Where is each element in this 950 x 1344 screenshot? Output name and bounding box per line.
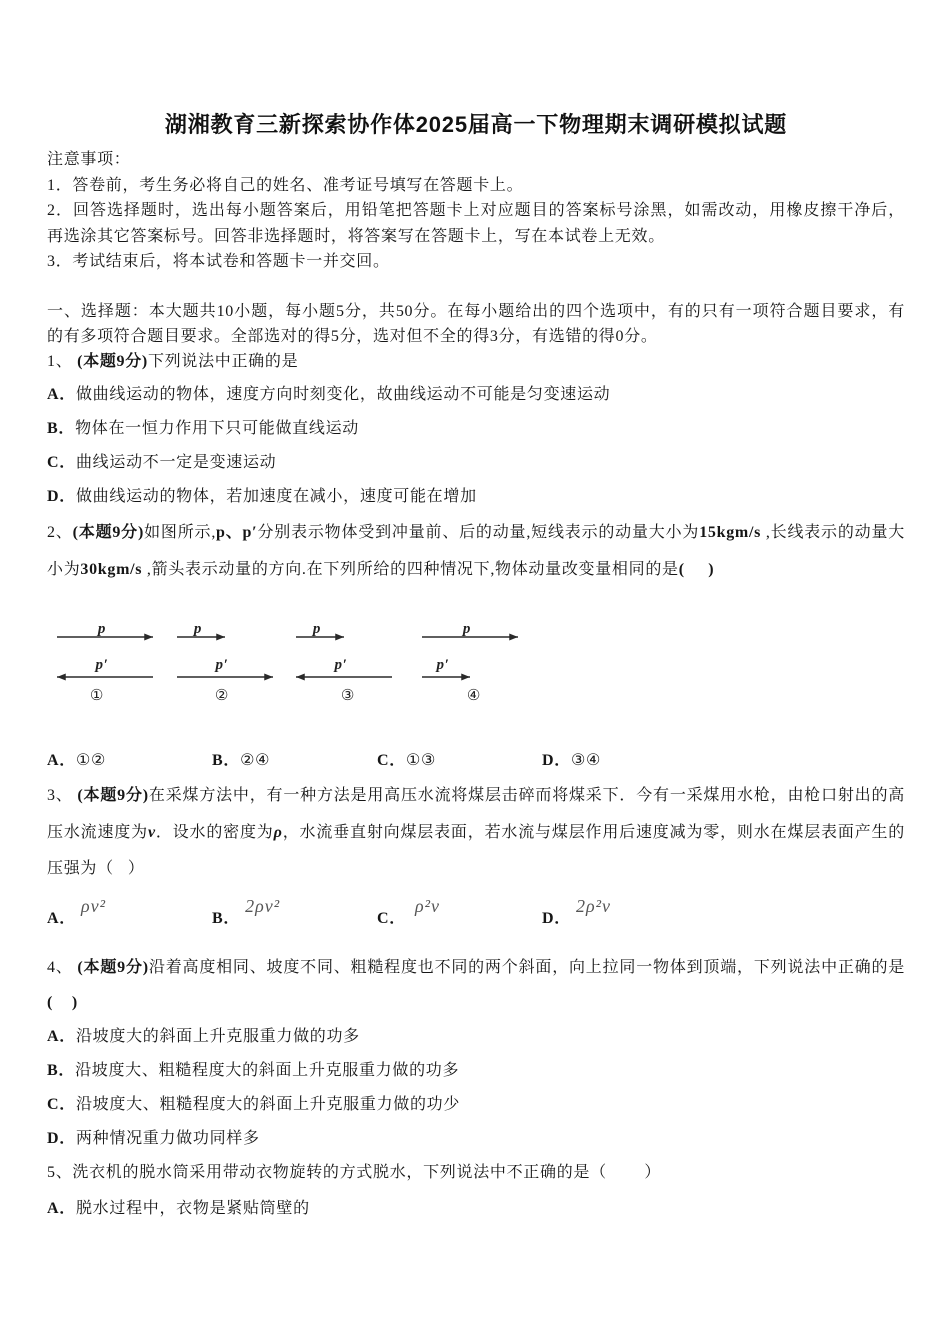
question-number: 1、 [47, 352, 73, 370]
p-prime-label: p′ [215, 657, 229, 673]
option-text: ③④ [570, 752, 602, 769]
option-row [47, 892, 905, 934]
option-formula: 2ρv² [245, 896, 281, 916]
question-number: 5、 [47, 1164, 73, 1181]
option-label: D． [542, 910, 571, 927]
question-stem [47, 950, 905, 1020]
stem-text: 在采煤方法中，有一种方法是用高压水流将煤层击碎而将煤采下．今有一采煤用水枪，由枪口射出的高压水流速度为 [47, 787, 905, 841]
option-label: D． [47, 1130, 76, 1147]
option-formula: ρ²v [414, 896, 440, 916]
short-line-value: 15kgm/s [699, 524, 762, 541]
option-b [212, 744, 377, 778]
question-stem [47, 778, 905, 888]
question-stem [47, 1156, 905, 1190]
figure-panel-3 [296, 621, 392, 704]
option-b [47, 412, 905, 446]
p-label: p [462, 621, 472, 637]
option-text: 做曲线运动的物体，若加速度在减小，速度可能在增加 [75, 488, 477, 505]
option-c [47, 446, 905, 480]
option-a [47, 378, 905, 412]
answer-bracket: （ ） [97, 860, 145, 877]
exam-title: 湖湘教育三新探索协作体2025届高一下物理期末调研模拟试题 [164, 112, 788, 137]
notice-section [47, 147, 905, 275]
option-text: 沿坡度大、粗糙程度大的斜面上升克服重力做的功多 [75, 1062, 460, 1079]
panel-number: ② [214, 686, 230, 704]
option-list [47, 378, 905, 514]
velocity-symbol: v [147, 823, 156, 841]
p-prime-label: p′ [436, 657, 450, 673]
option-label: A． [47, 386, 76, 403]
option-d [47, 480, 905, 514]
stem-text: ．设水的密度为 [155, 823, 274, 841]
p-prime-label: p′ [95, 657, 109, 673]
panel-number: ④ [466, 686, 482, 704]
option-label: A． [47, 1028, 76, 1045]
figure-panel-2 [177, 621, 273, 704]
option-formula: ρv² [80, 896, 106, 916]
option-text: 做曲线运动的物体，速度方向时刻变化，故曲线运动不可能是匀变速运动 [75, 386, 611, 403]
option-label: C． [47, 454, 76, 471]
stem-text: ,长线表示的动量大小为 [47, 524, 905, 578]
score-tag: (本题9分) [72, 958, 149, 976]
option-list [47, 1192, 905, 1226]
question-stem [47, 349, 905, 374]
momentum-symbols: p、p′ [216, 524, 258, 541]
option-label: B． [47, 1062, 76, 1079]
option-label: B． [212, 752, 241, 769]
option-text: ①② [75, 752, 107, 769]
option-text: ②④ [240, 752, 271, 769]
panel-number: ① [89, 686, 105, 704]
stem-text: ，水流垂直射向煤层表面，若水流与煤层作用后速度减为零，则水在煤层表面产生的压强为 [47, 823, 906, 877]
momentum-figure [47, 608, 537, 708]
option-text: 曲线运动不一定是变速运动 [75, 454, 277, 471]
score-tag: (本题9分) [72, 787, 149, 804]
answer-bracket: （ ） [590, 1164, 662, 1181]
question-number: 3、 [47, 787, 73, 804]
option-c [377, 744, 542, 778]
answer-bracket: ( ) [47, 993, 78, 1011]
option-d [542, 892, 707, 934]
option-label: A． [47, 752, 76, 769]
answer-bracket: ( ) [678, 561, 715, 578]
option-d [542, 744, 707, 778]
question-4 [47, 950, 905, 1157]
option-label: D． [47, 488, 76, 505]
notice-heading: 注意事项： [47, 151, 131, 169]
option-label: C． [377, 752, 406, 769]
question-1 [47, 349, 905, 515]
question-2 [47, 514, 905, 778]
notice-item-3: 3．考试结束后，将本试卷和答题卡一并交回。 [47, 253, 390, 271]
panel-number: ③ [340, 686, 356, 704]
p-label: p [193, 621, 203, 637]
option-text: 物体在一恒力作用下只可能做直线运动 [75, 420, 359, 437]
option-label: A． [47, 910, 76, 927]
stem-text: ,箭头表示动量的方向.在下列所给的四种情况下,物体动量改变量相同的是 [142, 561, 679, 578]
stem-text: 分别表示物体受到冲量前、后的动量,短线表示的动量大小为 [257, 524, 700, 541]
question-3 [47, 778, 905, 934]
option-list [47, 1020, 905, 1156]
option-text: 脱水过程中，衣物是紧贴筒壁的 [75, 1200, 310, 1217]
stem-text: 下列说法中正确的是 [147, 352, 299, 370]
notice-item-1: 1．答卷前，考生务必将自己的姓名、准考证号填写在答题卡上。 [47, 176, 524, 194]
p-prime-label: p′ [334, 657, 348, 673]
p-label: p [312, 621, 322, 637]
option-a [47, 892, 212, 934]
option-label: B． [212, 910, 241, 927]
notice-item-2: 2．回答选择题时，选出每小题答案后，用铅笔把答题卡上对应题目的答案标号涂黑，如需改动，用橡皮擦干净后，再选涂其它答案标号。回答非选择题时，将答案写在答题卡上，写在本试卷上无效。 [47, 202, 905, 245]
option-text: 沿坡度大的斜面上升克服重力做的功多 [75, 1028, 360, 1045]
option-label: C． [377, 910, 406, 927]
question-5 [47, 1156, 905, 1226]
option-c [377, 892, 542, 934]
long-line-value: 30kgm/s [80, 561, 143, 578]
section-intro: 一、选择题：本大题共10小题，每小题5分，共50分。在每小题给出的四个选项中，有的只有一项符合题目要求，有的有多项符合题目要求。全部选对的得5分，选对但不全的得3分，有选错的得0分。 [47, 302, 905, 345]
question-stem [47, 514, 905, 588]
p-label: p [97, 621, 107, 637]
option-b [47, 1054, 905, 1088]
option-label: C． [47, 1096, 76, 1113]
option-a [47, 1020, 905, 1054]
option-a [47, 744, 212, 778]
option-text: 沿坡度大、粗糙程度大的斜面上升克服重力做的功少 [75, 1096, 461, 1113]
question-number: 2、 [47, 524, 73, 541]
option-formula: 2ρ²v [575, 896, 611, 916]
option-a [47, 1192, 905, 1226]
option-text: 两种情况重力做功同样多 [75, 1130, 260, 1147]
figure-panel-1 [57, 621, 153, 704]
option-label: B． [47, 420, 76, 437]
option-row [47, 744, 905, 778]
option-text: ①③ [405, 752, 437, 769]
option-c [47, 1088, 905, 1122]
score-tag: (本题9分) [72, 524, 145, 541]
option-b [212, 892, 377, 934]
question-number: 4、 [47, 958, 73, 976]
option-d [47, 1122, 905, 1156]
stem-text: 沿着高度相同、坡度不同、粗糙程度也不同的两个斜面，向上拉同一物体到顶端，下列说法中正确的是 [148, 958, 905, 976]
option-label: A． [47, 1200, 76, 1217]
density-symbol: ρ [273, 823, 283, 841]
score-tag: (本题9分) [72, 352, 148, 370]
stem-text: 洗衣机的脱水筒采用带动衣物旋转的方式脱水，下列说法中不正确的是 [72, 1164, 591, 1181]
figure-panel-4 [422, 621, 518, 704]
stem-text: 如图所示, [144, 524, 217, 541]
option-label: D． [542, 752, 571, 769]
